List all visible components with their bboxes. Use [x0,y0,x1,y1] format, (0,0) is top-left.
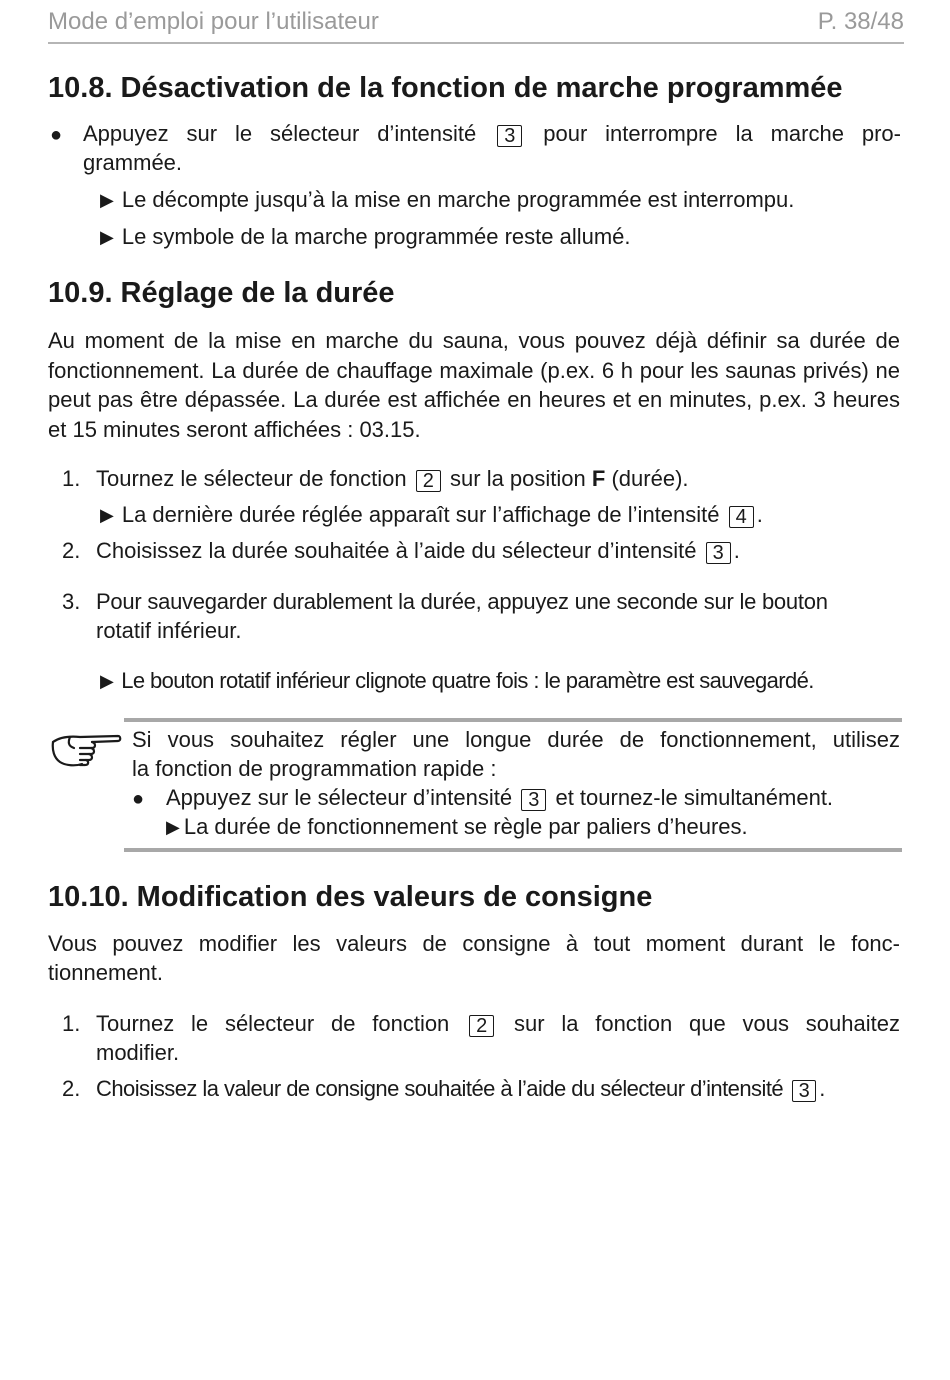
note-result-line [166,814,748,840]
step-number: 3. [62,589,81,614]
result-text: Le bouton rotatif inférieur clignote quatre fois : le paramètre est sauvegardé. [121,668,814,693]
result-arrow-icon: ▶ [100,190,114,210]
result-text-end: . [756,502,763,527]
step-text-start: Choisissez la durée souhaitée à l’aide du sélecteur d’intensité [96,538,697,563]
selector-3-badge: 3 [521,789,546,811]
step-number: 2. [62,1076,81,1101]
note-text-continued: la fonction de programmation rapide : [132,756,497,781]
step-number: 2. [62,538,81,563]
step-text-end: sur la fonction que vous souhaitez [513,1011,900,1036]
document-title: Mode d’emploi pour l’utilisateur [48,8,379,35]
position-f-label: F [591,466,606,491]
note-bottom-rule [124,848,902,852]
result-line [100,668,814,694]
note-result-text: La durée de fonctionnement se règle par paliers d’heures. [183,814,748,839]
step-text: Pour sauvegarder durablement la durée, appuyez une seconde sur le bouton [96,589,828,614]
result-text: La dernière durée réglée apparaît sur l’affichage de l’intensité [121,502,720,527]
pointing-hand-icon [50,728,122,768]
result-line [100,224,631,250]
step-text [96,466,689,492]
step-text [96,1011,900,1037]
bullet-dot: ● [132,788,145,810]
section-title-10-10: 10.10. Modification des valeurs de consigne [48,881,653,913]
section-intro-continued: tionnement. [48,960,163,985]
result-arrow-icon: ▶ [100,227,114,247]
page-number: P. 38/48 [817,8,904,35]
section-intro: Au moment de la mise en marche du sauna, vous pouvez déjà définir sa durée de fonctionnement. La durée de chauffage maximale (p.ex. 6 h pour les saunas privés) ne peut pas être dépassée. La durée est affichée en heures et en minutes, p.ex. 3 heures et 15 minutes seront affichées : 03.15. [48,328,900,442]
result-arrow-icon: ▶ [100,505,114,525]
result-arrow-icon: ▶ [100,671,114,691]
result-line [100,502,763,528]
bullet-text [83,121,901,147]
step-text-end: . [733,538,740,563]
step-number: 1. [62,466,81,491]
page-header [48,2,904,44]
section-intro: Vous pouvez modifier les valeurs de consigne à tout moment durant le fonc- [48,931,900,956]
section-title-10-9: 10.9. Réglage de la durée [48,277,395,309]
bullet-text-continued: grammée. [83,150,183,175]
result-text: Le symbole de la marche programmée reste allumé. [121,224,631,249]
bullet-text-start: Appuyez sur le sélecteur d’intensité [83,121,477,146]
bullet-dot: ● [50,124,63,146]
result-text: Le décompte jusqu’à la mise en marche programmée est interrompu. [121,187,795,212]
note-bullet-end: et tournez-le simultanément. [555,785,834,810]
step-text-end: (durée). [611,466,689,491]
step-text [96,1076,825,1102]
step-text-continued: modifier. [96,1040,180,1065]
section-title-10-8: 10.8. Désactivation de la fonction de marche programmée [48,72,843,104]
display-4-badge: 4 [729,506,754,528]
note-top-rule [124,718,902,722]
result-arrow-icon: ▶ [166,817,180,837]
step-text-middle: sur la position [450,466,586,491]
selector-3-badge: 3 [706,542,731,564]
selector-3-badge: 3 [497,125,522,147]
selector-3-badge: 3 [792,1080,817,1102]
step-text-start: Tournez le sélecteur de fonction [96,466,407,491]
note-bullet-text [166,785,833,811]
step-text-start: Choisissez la valeur de consigne souhaitée à l’aide du sélecteur d’intensité [96,1076,784,1101]
result-line [100,187,794,213]
step-number: 1. [62,1011,81,1036]
step-text [96,538,740,564]
note-bullet-start: Appuyez sur le sélecteur d’intensité [166,785,513,810]
note-text: Si vous souhaitez régler une longue durée de fonctionnement, utilisez [132,727,900,752]
bullet-text-end: pour interrompre la marche pro- [543,121,901,146]
step-text-end: . [819,1076,825,1101]
selector-2-badge: 2 [469,1015,494,1037]
step-text-continued: rotatif inférieur. [96,618,242,643]
step-text-start: Tournez le sélecteur de fonction [96,1011,450,1036]
selector-2-badge: 2 [416,470,441,492]
